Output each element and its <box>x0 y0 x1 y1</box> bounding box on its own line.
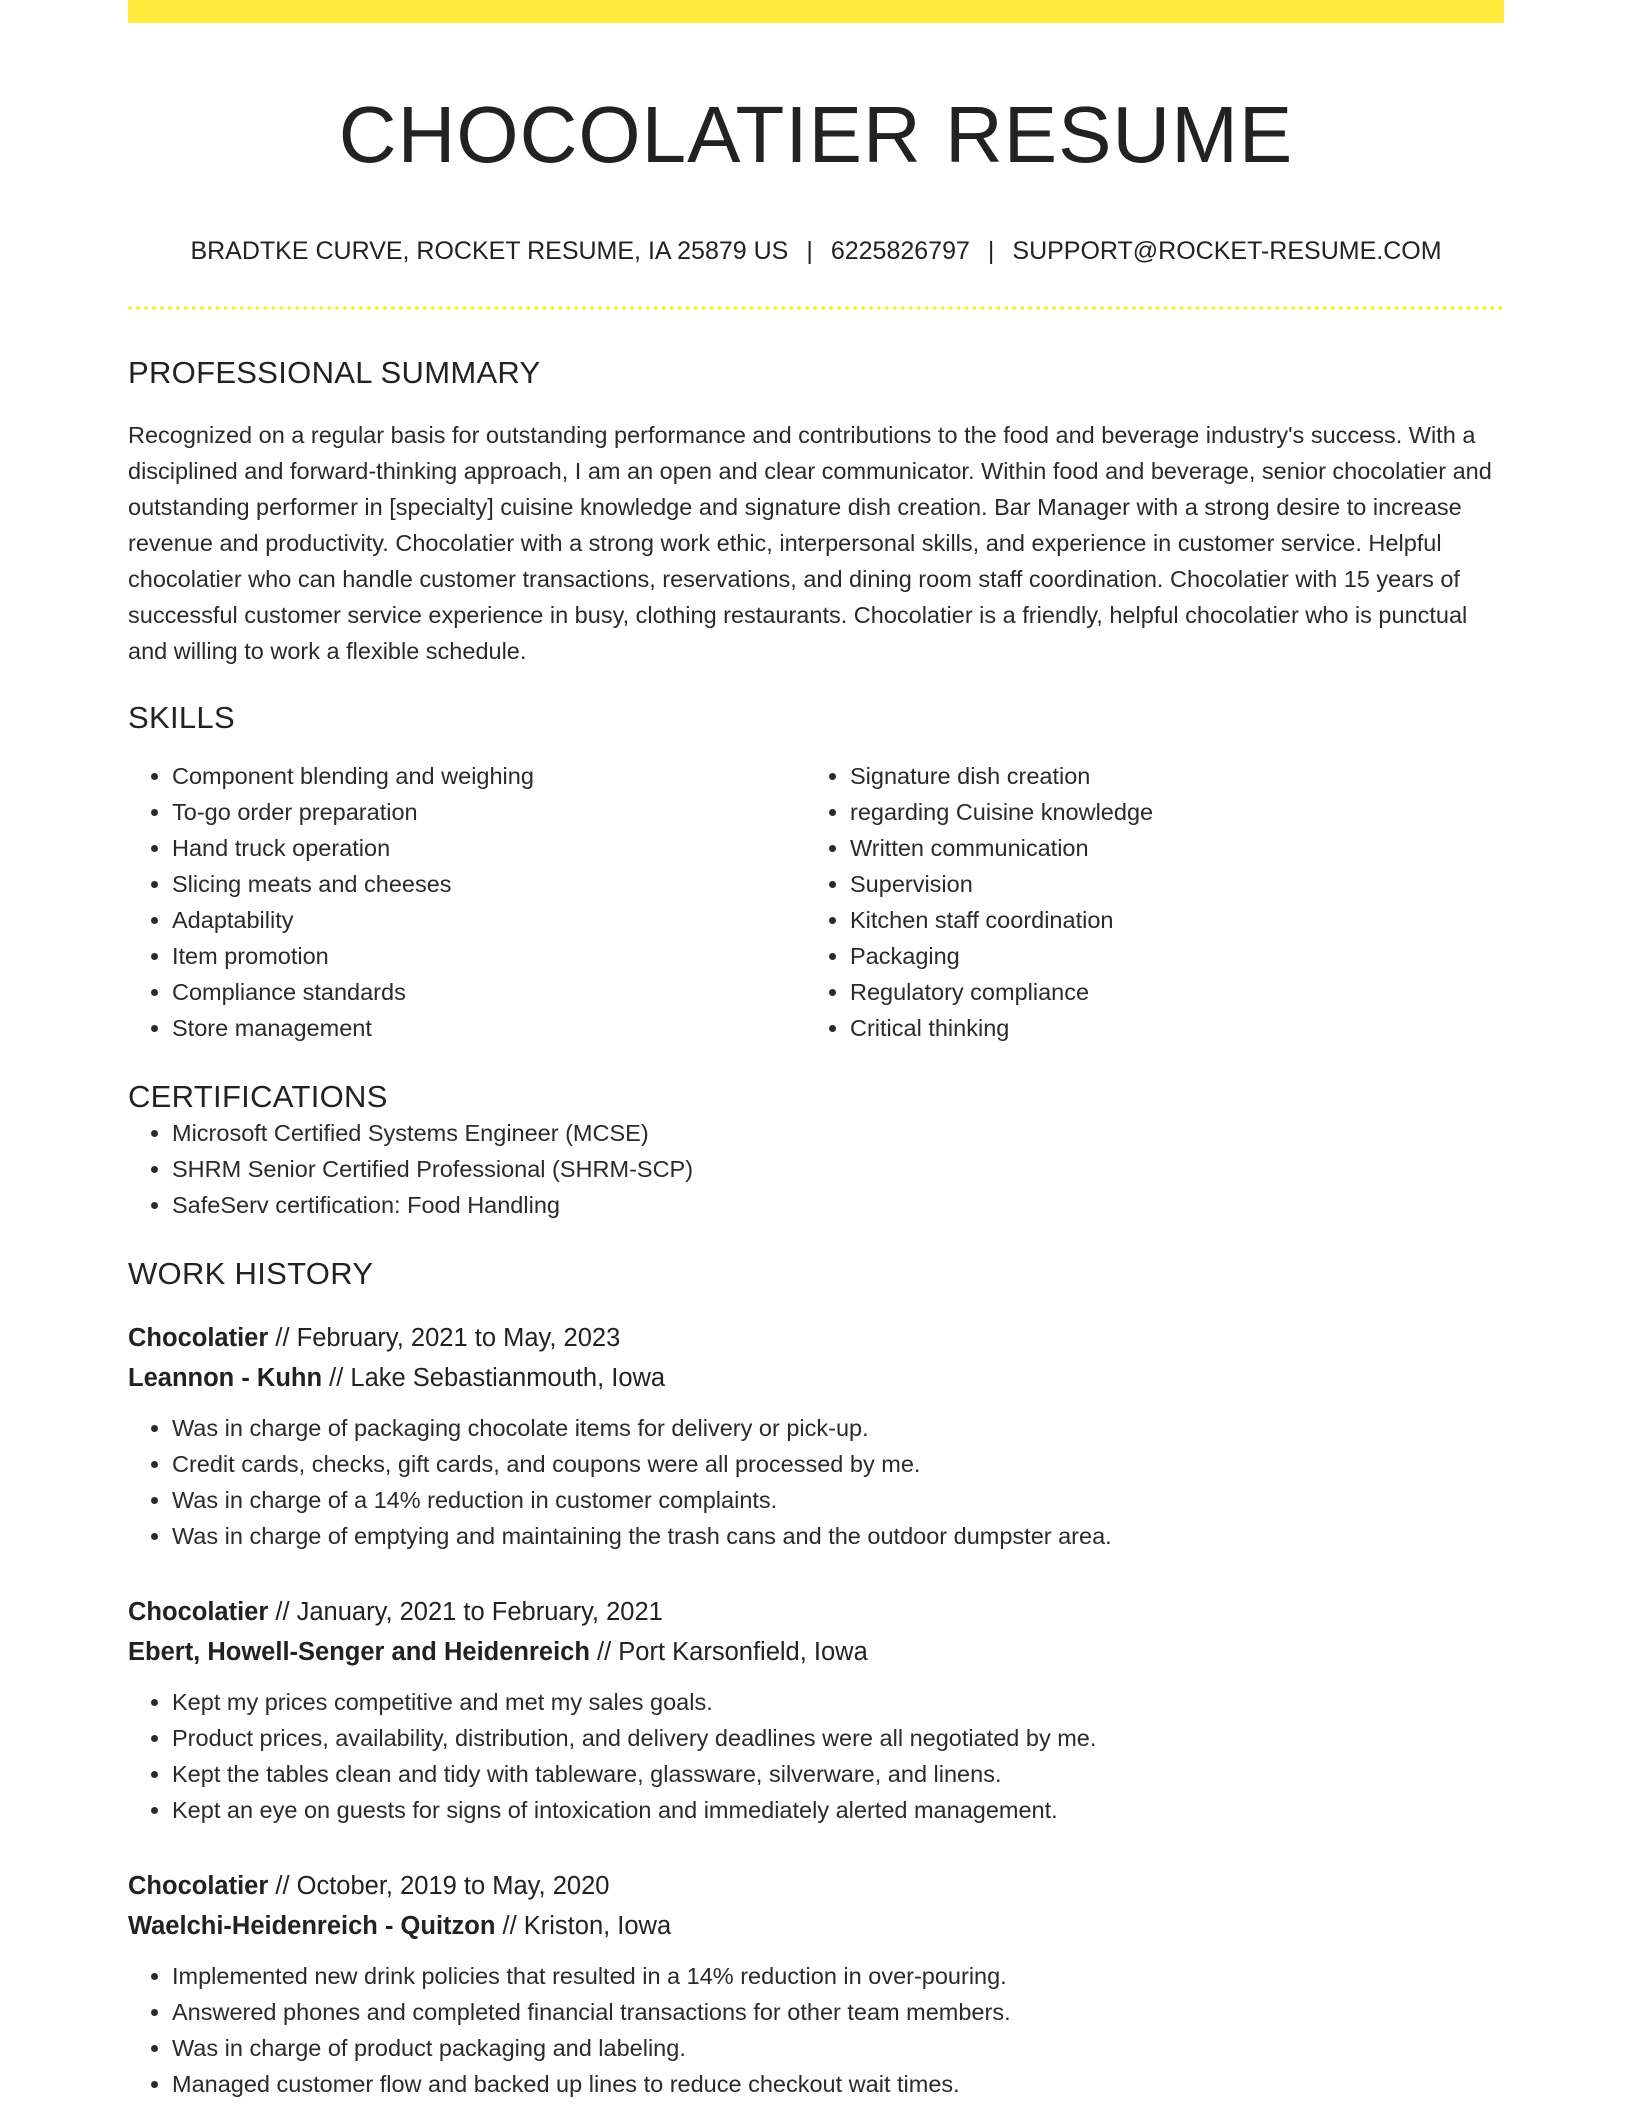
job-bullets <box>128 1684 1504 1828</box>
job-company: Waelchi-Heidenreich - Quitzon <box>128 1912 496 1941</box>
job-bullet: • Kept the tables clean and tidy with tableware, glassware, silverware, and linens. <box>172 1756 1504 1792</box>
job-entry <box>128 1318 1504 1554</box>
skill-item: • Signature dish creation <box>850 758 1484 794</box>
skill-item: • Store management <box>172 1010 806 1046</box>
skill-item: • Critical thinking <box>850 1010 1484 1046</box>
job-role: Chocolatier <box>128 1872 269 1901</box>
skills-grid <box>128 758 1504 1046</box>
work-history-heading: WORK HISTORY <box>128 1256 374 1292</box>
job-location: // Kriston, Iowa <box>495 1912 672 1941</box>
job-role-line <box>128 1866 1504 1906</box>
skill-item: • Supervision <box>850 866 1484 902</box>
job-bullet: • Implemented new drink policies that resulted in a 14% reduction in over-pouring. <box>172 1958 1504 1994</box>
skill-item: • Hand truck operation <box>172 830 806 866</box>
skill-item: • regarding Cuisine knowledge <box>850 794 1484 830</box>
skill-item: • To-go order preparation <box>172 794 806 830</box>
job-bullet: • Product prices, availability, distribution, and delivery deadlines were all negotiated by me. <box>172 1720 1504 1756</box>
job-entry <box>128 1592 1504 1828</box>
job-bullet: • Was in charge of a 14% reduction in customer complaints. <box>172 1482 1504 1518</box>
job-bullet: • Was in charge of emptying and maintaining the trash cans and the outdoor dumpster area. <box>172 1518 1504 1554</box>
job-location: // Port Karsonfield, Iowa <box>589 1638 868 1667</box>
accent-top-bar <box>128 0 1504 23</box>
job-bullet: • Kept my prices competitive and met my sales goals. <box>172 1684 1504 1720</box>
job-role-line <box>128 1592 1504 1632</box>
certification-item: • SHRM Senior Certified Professional (SHRM-SCP) <box>172 1151 1504 1187</box>
contact-separator: | <box>987 237 995 265</box>
job-role: Chocolatier <box>128 1598 269 1627</box>
skill-item: • Kitchen staff coordination <box>850 902 1484 938</box>
skill-item: • Compliance standards <box>172 974 806 1010</box>
contact-phone: 6225826797 <box>830 237 970 265</box>
job-company-line <box>128 1906 1504 1946</box>
job-bullet: • Was in charge of product packaging and labeling. <box>172 2030 1504 2066</box>
job-dates: // October, 2019 to May, 2020 <box>268 1872 610 1901</box>
job-dates: // January, 2021 to February, 2021 <box>268 1598 663 1627</box>
skill-item: • Written communication <box>850 830 1484 866</box>
certification-item: • Microsoft Certified Systems Engineer (MCSE) <box>172 1115 1504 1151</box>
job-bullet: • Was in charge of packaging chocolate items for delivery or pick-up. <box>172 1410 1504 1446</box>
job-role: Chocolatier <box>128 1324 269 1353</box>
skills-list-right <box>806 758 1484 1046</box>
contact-email: SUPPORT@ROCKET-RESUME.COM <box>1012 237 1442 265</box>
contact-separator: | <box>806 237 813 265</box>
job-bullets <box>128 1958 1504 2102</box>
resume-title: CHOCOLATIER RESUME <box>338 90 1294 179</box>
skill-item: • Item promotion <box>172 938 806 974</box>
dotted-divider <box>128 306 1504 310</box>
job-bullet: • Credit cards, checks, gift cards, and coupons were all processed by me. <box>172 1446 1504 1482</box>
certifications-heading: CERTIFICATIONS <box>128 1078 388 1114</box>
summary-heading: PROFESSIONAL SUMMARY <box>128 354 541 390</box>
job-company: Ebert, Howell-Senger and Heidenreich <box>128 1638 590 1667</box>
job-role-line <box>128 1318 1504 1358</box>
contact-line <box>128 235 1504 268</box>
contact-address: BRADTKE CURVE, ROCKET RESUME, IA 25879 US <box>190 237 789 265</box>
job-company-line <box>128 1632 1504 1672</box>
skills-heading: SKILLS <box>128 699 235 735</box>
summary-text: Recognized on a regular basis for outstanding performance and contributions to the food and beverage industry's success. With a disciplined and forward-thinking approach, I am an open and clear communicator. Within food and beverage, senior chocolatier and outstanding performer in [specialty] cuisine knowledge and signature dish creation. Bar Manager with a strong desire to increase revenue and productivity. Chocolatier with a strong work ethic, interpersonal skills, and experience in customer service. Helpful chocolatier who can handle customer transactions, reservations, and dining room staff coordination. Chocolatier with 15 years of successful customer service experience in busy, clothing restaurants. Chocolatier is a friendly, helpful chocolatier who is punctual and willing to work a flexible schedule. <box>128 421 1492 664</box>
job-bullets <box>128 1410 1504 1554</box>
skill-item: • Regulatory compliance <box>850 974 1484 1010</box>
skill-item: • Packaging <box>850 938 1484 974</box>
job-bullet: • Answered phones and completed financial transactions for other team members. <box>172 1994 1504 2030</box>
job-dates: // February, 2021 to May, 2023 <box>268 1324 621 1353</box>
skills-column-right <box>806 758 1484 1046</box>
job-location: // Lake Sebastianmouth, Iowa <box>322 1364 666 1393</box>
job-company-line <box>128 1358 1504 1398</box>
job-bullet: • Managed customer flow and backed up lines to reduce checkout wait times. <box>172 2066 1504 2102</box>
skill-item: • Slicing meats and cheeses <box>172 866 806 902</box>
job-company: Leannon - Kuhn <box>128 1364 323 1393</box>
job-bullet: • Kept an eye on guests for signs of intoxication and immediately alerted management. <box>172 1792 1504 1828</box>
skill-item: • Adaptability <box>172 902 806 938</box>
job-entry <box>128 1866 1504 2102</box>
skills-list-left <box>128 758 806 1046</box>
resume-page <box>128 0 1504 2102</box>
certification-item: • SafeServ certification: Food Handling <box>172 1187 1504 1223</box>
skill-item: • Component blending and weighing <box>172 758 806 794</box>
certifications-list <box>128 1115 1504 1223</box>
skills-column-left <box>128 758 806 1046</box>
